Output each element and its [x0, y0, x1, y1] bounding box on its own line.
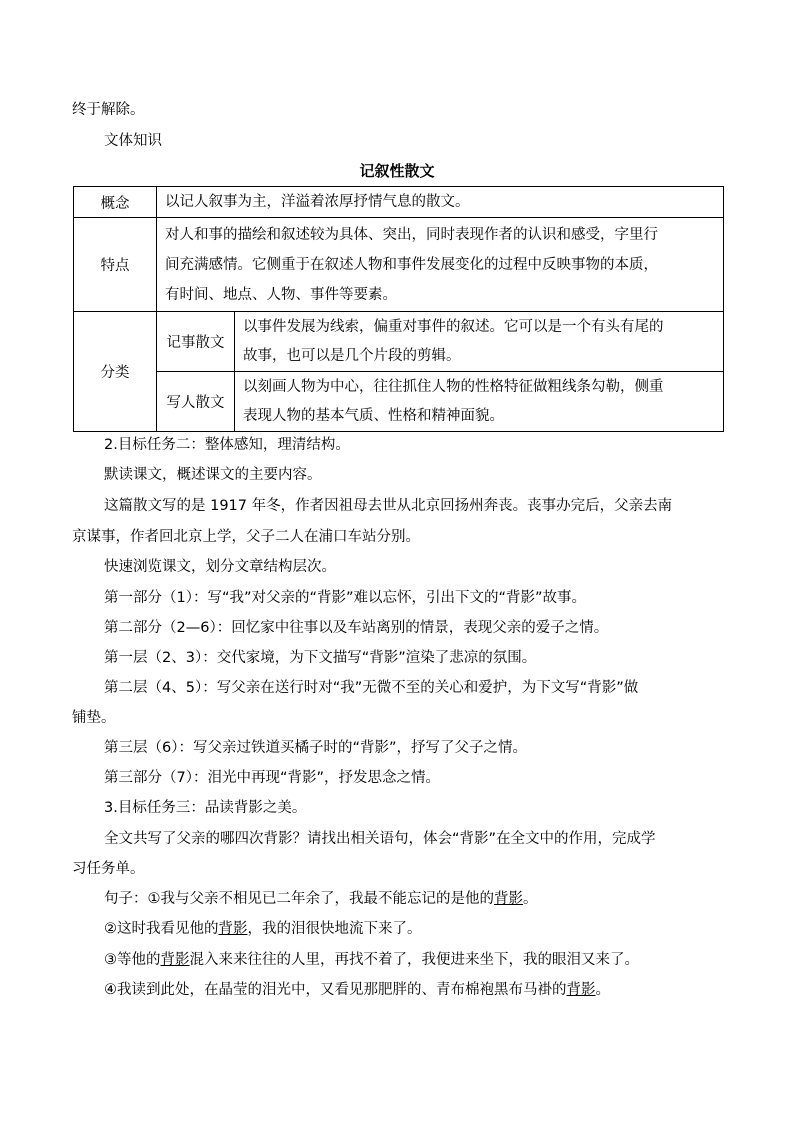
skim-instruction: 快速浏览课文，划分文章结构层次。 [104, 559, 336, 575]
genre-table [73, 186, 724, 432]
question-line-1: 全文共写了父亲的哪四次背影？请找出相关语句，体会“背影”在全文中的作用，完成学 [104, 831, 656, 847]
class-name-portrait: 写人散文 [157, 372, 235, 432]
read-silently: 默读课文，概述课文的主要内容。 [104, 467, 322, 483]
features-line: 对人和事的描绘和叙述较为具体、突出，同时表现作者的认识和感受，字里行 [165, 226, 658, 243]
summary-line-1: 这篇散文写的是 1917 年冬，作者因祖母去世从北京回扬州奔丧。丧事办完后，父亲去南 [104, 498, 673, 514]
concept-row [74, 187, 724, 218]
classification-row-2 [74, 372, 724, 432]
classification-row-1 [74, 312, 724, 372]
sentence-2: ②这时我看见他的背影，我的泪很快地流下来了。 [104, 921, 422, 937]
sentence-4: ④我读到此处，在晶莹的泪光中，又看见那肥胖的、青布棉袍黑布马褂的背影。 [104, 982, 610, 998]
class-desc-portrait [235, 372, 724, 432]
task2-heading: 2.目标任务二：整体感知，理清结构。 [104, 437, 350, 453]
question-line-2: 习任务单。 [72, 861, 145, 877]
layer2-line-2: 铺垫。 [72, 710, 116, 726]
features-label: 特点 [74, 218, 157, 312]
class-desc-line: 表现人物的基本气质、性格和精神面貌。 [243, 407, 504, 424]
class-desc-line: 以刻画人物为中心，往往抓住人物的性格特征做粗线条勾勒，侧重 [243, 378, 664, 395]
task3-heading: 3.目标任务三：品读背影之美。 [104, 800, 307, 816]
section-label: 文体知识 [104, 133, 162, 149]
part3: 第三部分（7）：泪光中再现“背影”，抒发思念之情。 [104, 770, 440, 786]
class-desc-narrative [235, 312, 724, 372]
top-line: 终于解除。 [72, 102, 145, 118]
features-text [157, 218, 724, 312]
concept-label: 概念 [74, 187, 157, 218]
class-desc-line: 故事，也可以是几个片段的剪辑。 [243, 347, 461, 364]
layer1: 第一层（2、3）：交代家境，为下文描写“背影”渲染了悲凉的氛围。 [104, 650, 537, 666]
part2: 第二部分（2—6）：回忆家中往事以及车站离别的情景，表现父亲的爱子之情。 [104, 620, 609, 636]
summary-line-2: 京谋事，作者回北京上学，父子二人在浦口车站分别。 [72, 529, 420, 545]
keyword-underline: 背影 [218, 921, 248, 937]
layer3: 第三层（6）：写父亲过铁道买橘子时的“背影”，抒写了父子之情。 [104, 740, 527, 756]
classification-label: 分类 [74, 312, 157, 432]
keyword-underline: 背影 [494, 891, 523, 907]
class-desc-line: 以事件发展为线索，偏重对事件的叙述。它可以是一个有头有尾的 [243, 318, 664, 335]
sentence-1: 句子：①我与父亲不相见已二年余了，我最不能忘记的是他的背影。 [104, 891, 538, 907]
table-title: 记叙性散文 [359, 162, 435, 180]
features-line: 间充满感情。它侧重于在叙述人物和事件发展变化的过程中反映事物的本质， [165, 256, 658, 273]
keyword-underline: 背影 [566, 982, 596, 998]
class-name-narrative: 记事散文 [157, 312, 235, 372]
sentence-3: ③等他的背影混入来来往往的人里，再找不着了，我便进来坐下，我的眼泪又来了。 [104, 952, 639, 968]
layer2-line-1: 第二层（4、5）：写父亲在送行时对“我”无微不至的关心和爱护，为下文写“背影”做 [104, 680, 639, 696]
keyword-underline: 背影 [160, 952, 190, 968]
features-line: 有时间、地点、人物、事件等要素。 [165, 286, 397, 303]
features-row [74, 218, 724, 312]
part1: 第一部分（1）：写“我”对父亲的“背影”难以忘怀，引出下文的“背影”故事。 [104, 590, 587, 606]
concept-text: 以记人叙事为主，洋溢着浓厚抒情气息的散文。 [157, 187, 724, 218]
